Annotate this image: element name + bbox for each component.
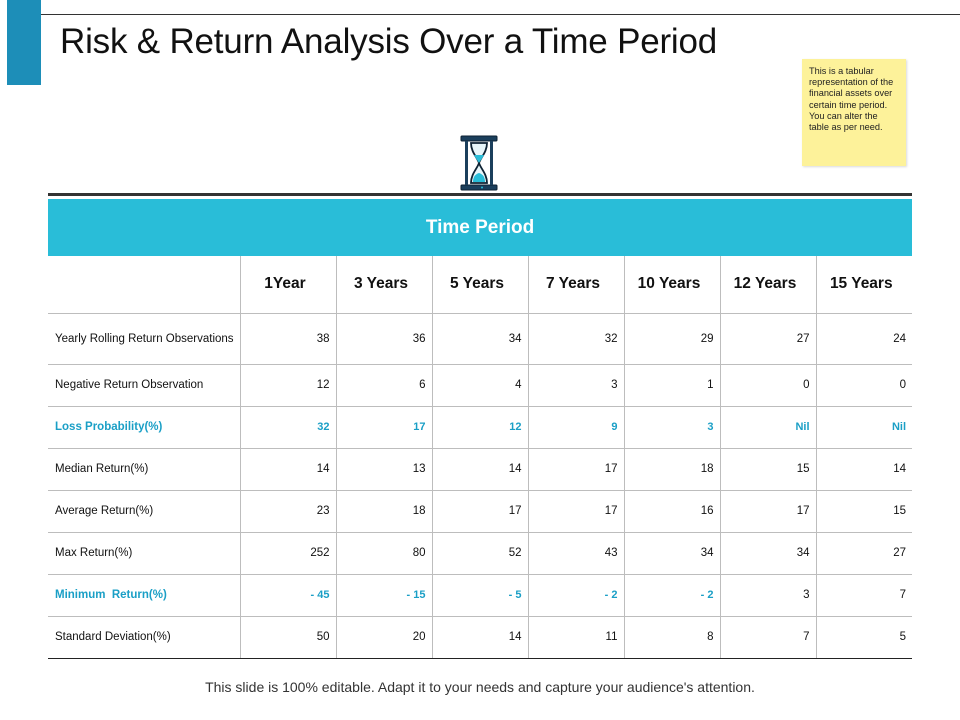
- table-cell: 3: [624, 406, 720, 448]
- page-title: Risk & Return Analysis Over a Time Period: [60, 22, 718, 61]
- table-cell: 18: [624, 448, 720, 490]
- table-row-highlight: [48, 406, 912, 448]
- table-cell: 6: [336, 364, 432, 406]
- table-cell: 14: [240, 448, 336, 490]
- table-cell: 3: [528, 364, 624, 406]
- table-cell: 43: [528, 532, 624, 574]
- table-cell: 16: [624, 490, 720, 532]
- table-cell: 4: [432, 364, 528, 406]
- footer-text: This slide is 100% editable. Adapt it to your needs and capture your audience's attention.: [205, 679, 755, 695]
- table-cell: 0: [816, 364, 912, 406]
- table-cell: 1: [624, 364, 720, 406]
- table-cell: 14: [816, 448, 912, 490]
- column-header: 3 Years: [336, 256, 432, 313]
- table-cell: 17: [432, 490, 528, 532]
- table-cell: 7: [720, 616, 816, 658]
- table-cell: 80: [336, 532, 432, 574]
- table-cell: 32: [240, 406, 336, 448]
- table-cell: - 15: [336, 574, 432, 616]
- table-cell: 14: [432, 448, 528, 490]
- table-cell: 18: [336, 490, 432, 532]
- table-cell: 17: [528, 490, 624, 532]
- row-label: Max Return(%): [48, 532, 240, 574]
- table-cell: 52: [432, 532, 528, 574]
- table-row: [48, 532, 912, 574]
- table-cell: 17: [336, 406, 432, 448]
- table-cell: 27: [720, 313, 816, 364]
- table-cell: Nil: [816, 406, 912, 448]
- table-row-highlight: [48, 574, 912, 616]
- table-row: [48, 313, 912, 364]
- table-cell: 11: [528, 616, 624, 658]
- accent-bar: [7, 0, 41, 85]
- table-cell: 12: [240, 364, 336, 406]
- table-cell: 34: [720, 532, 816, 574]
- table-row: [48, 490, 912, 532]
- table-cell: 7: [816, 574, 912, 616]
- row-label: Median Return(%): [48, 448, 240, 490]
- table-cell: 34: [432, 313, 528, 364]
- column-header: 15 Years: [816, 256, 912, 313]
- table-cell: 15: [720, 448, 816, 490]
- table-cell: 9: [528, 406, 624, 448]
- table-cell: 3: [720, 574, 816, 616]
- header-rule: [48, 193, 912, 196]
- table-cell: 24: [816, 313, 912, 364]
- hourglass-icon: [458, 134, 500, 192]
- table-row: [48, 448, 912, 490]
- table-cell: 5: [816, 616, 912, 658]
- table-row: [48, 364, 912, 406]
- risk-return-table: [48, 199, 912, 659]
- column-header: 12 Years: [720, 256, 816, 313]
- table-cell: 27: [816, 532, 912, 574]
- table-cell: 32: [528, 313, 624, 364]
- table-cell: - 2: [624, 574, 720, 616]
- column-header: 5 Years: [432, 256, 528, 313]
- table-cell: 29: [624, 313, 720, 364]
- column-header: 10 Years: [624, 256, 720, 313]
- table-cell: - 2: [528, 574, 624, 616]
- table-cell: 34: [624, 532, 720, 574]
- table-cell: - 45: [240, 574, 336, 616]
- table-cell: 8: [624, 616, 720, 658]
- table-cell: 20: [336, 616, 432, 658]
- row-label: Average Return(%): [48, 490, 240, 532]
- row-label: Standard Deviation(%): [48, 616, 240, 658]
- table-cell: 15: [816, 490, 912, 532]
- table-cell: 23: [240, 490, 336, 532]
- table-cell: 12: [432, 406, 528, 448]
- table-cell: 38: [240, 313, 336, 364]
- row-label: Loss Probability(%): [48, 406, 240, 448]
- table-row: [48, 616, 912, 658]
- table-cell: - 5: [432, 574, 528, 616]
- sticky-note: This is a tabular representation of the financial assets over certain time period. You can alter the table as per need.: [802, 59, 906, 166]
- column-header-row: [48, 256, 912, 313]
- table-cell: 36: [336, 313, 432, 364]
- column-header: 1Year: [240, 256, 336, 313]
- table-cell: 17: [528, 448, 624, 490]
- row-label: Minimum Return(%): [48, 574, 240, 616]
- row-label: Negative Return Observation: [48, 364, 240, 406]
- top-divider: [41, 14, 960, 15]
- table-cell: Nil: [720, 406, 816, 448]
- time-period-header: Time Period: [48, 199, 912, 256]
- table-cell: 252: [240, 532, 336, 574]
- column-header: 7 Years: [528, 256, 624, 313]
- table-cell: 14: [432, 616, 528, 658]
- table-cell: 13: [336, 448, 432, 490]
- table-cell: 50: [240, 616, 336, 658]
- header-empty-cell: [48, 256, 240, 313]
- row-label: Yearly Rolling Return Observations: [48, 313, 240, 364]
- table-cell: 0: [720, 364, 816, 406]
- table-cell: 17: [720, 490, 816, 532]
